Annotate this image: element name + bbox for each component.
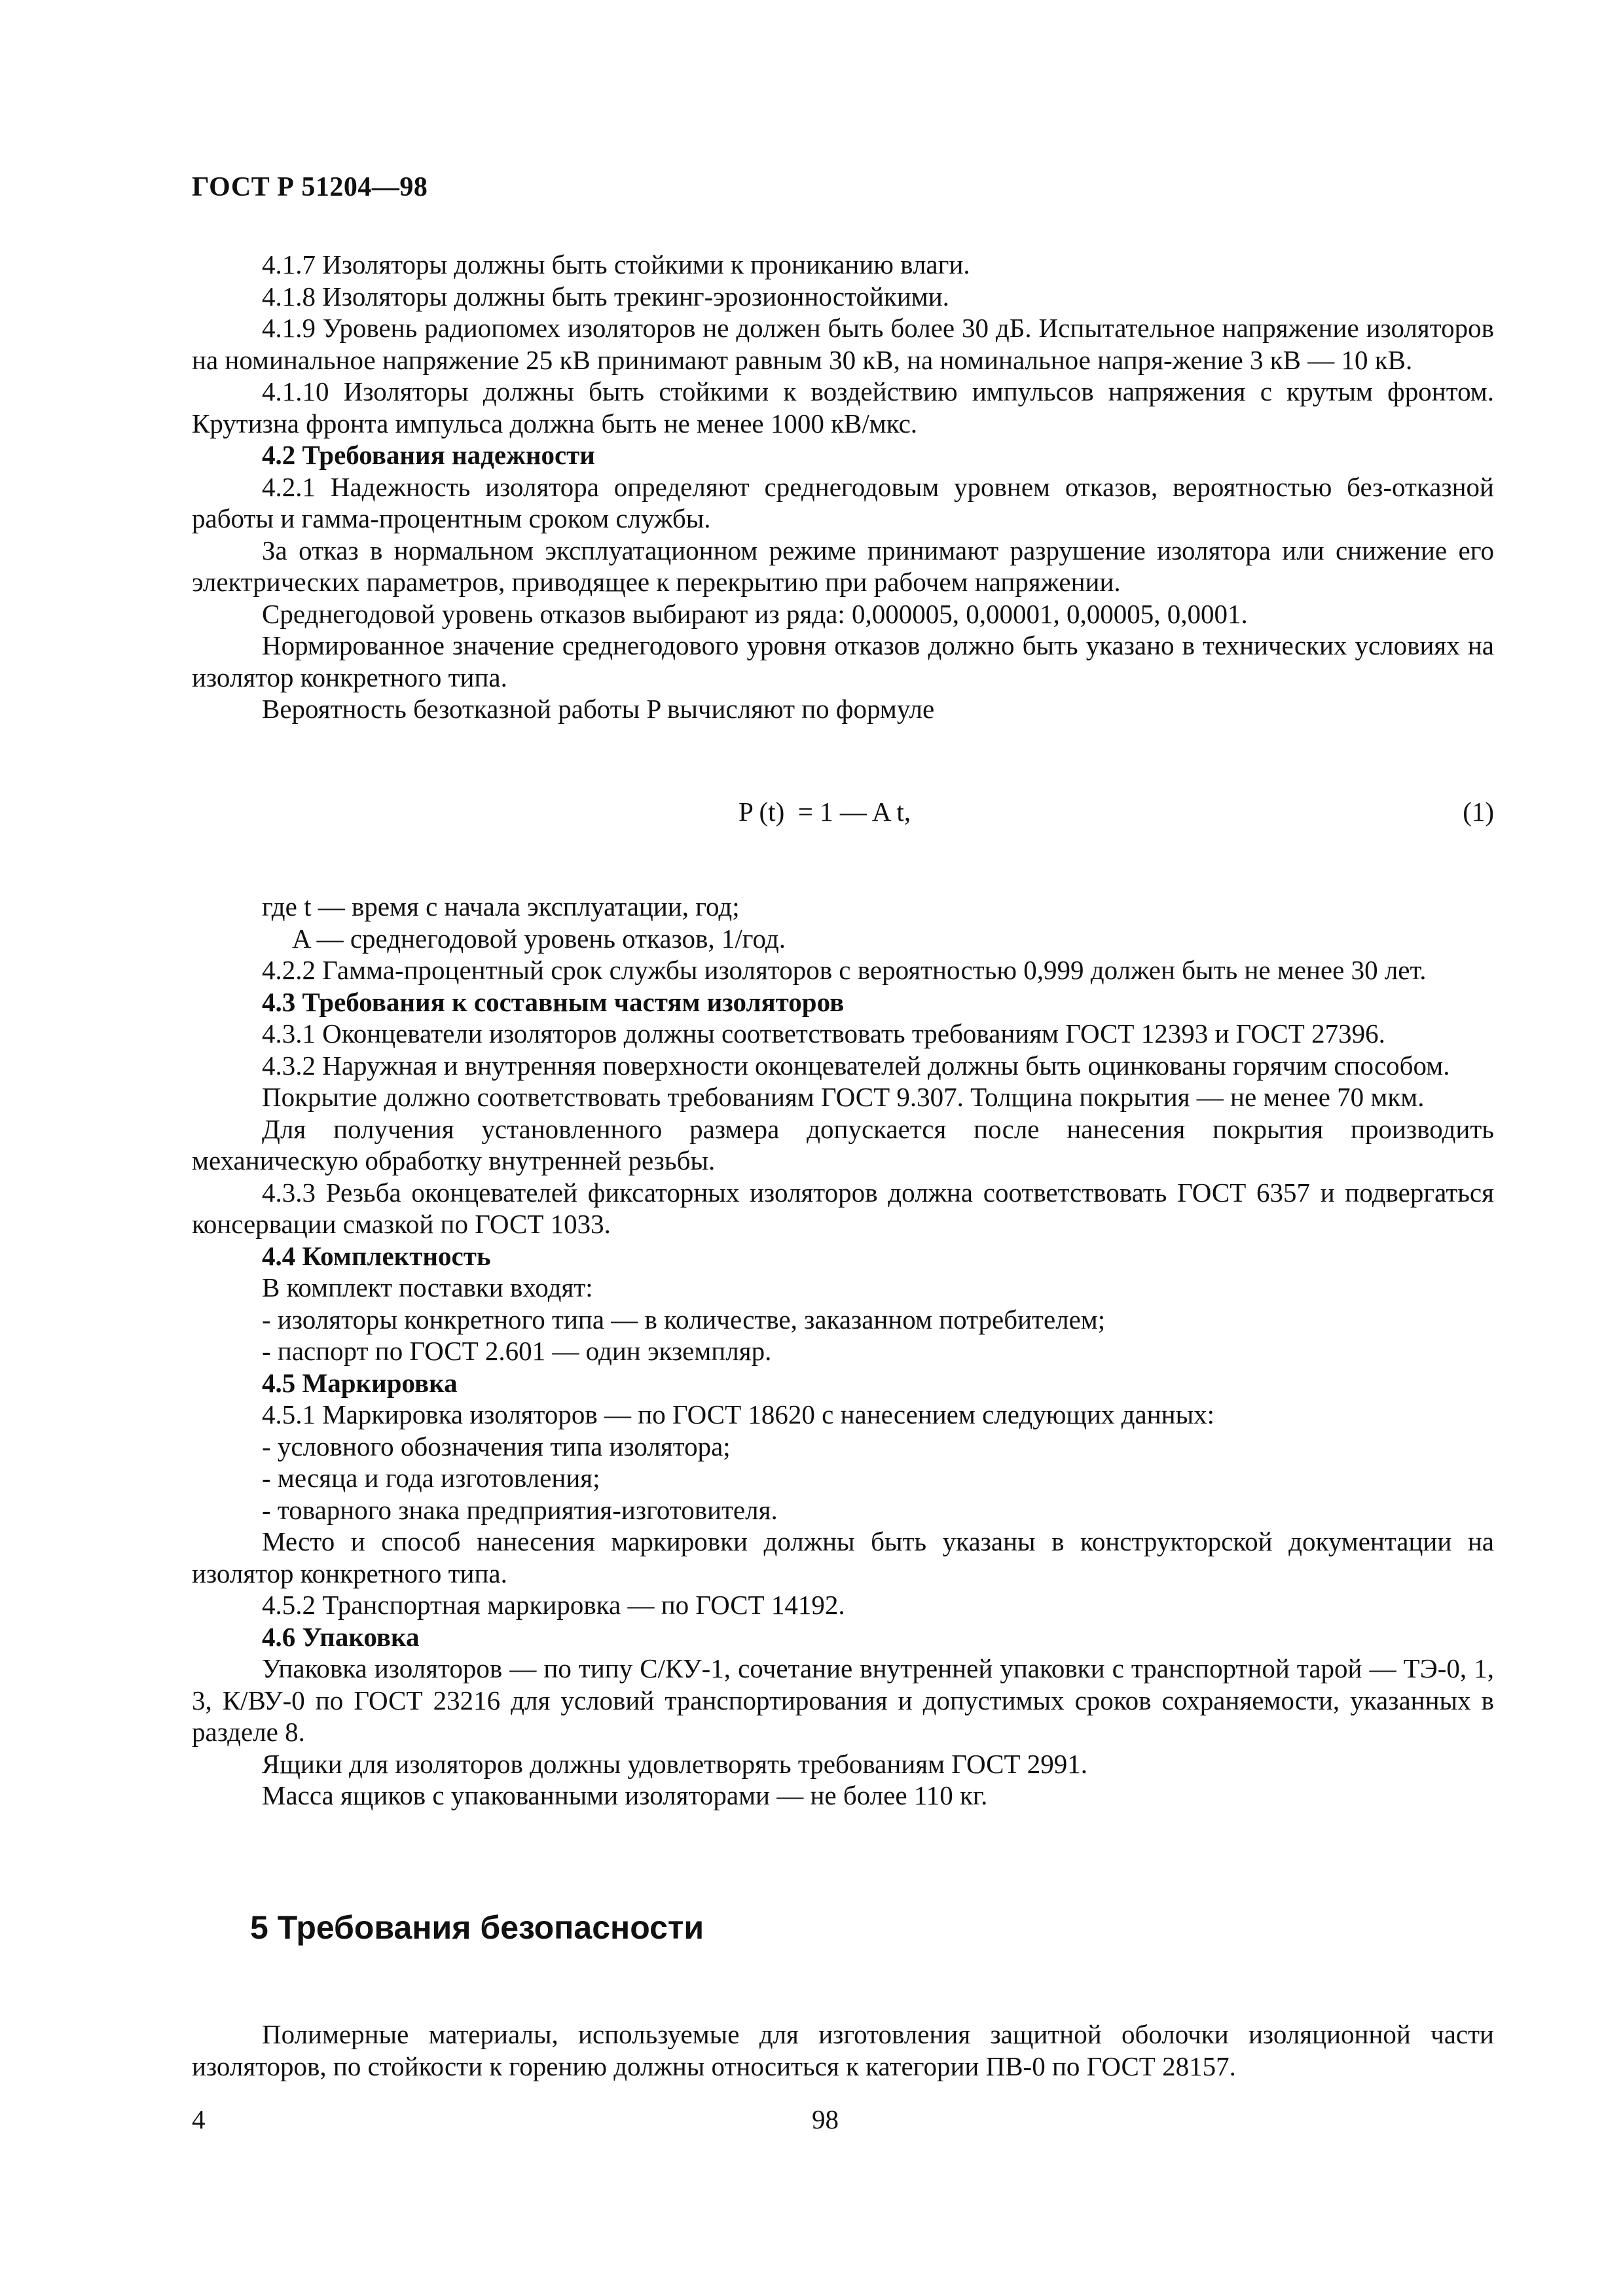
- requirements-block-2: [192, 891, 1494, 1812]
- paragraph: 4.5.1 Маркировка изоляторов — по ГОСТ 18620 с нанесением следующих данных:: [262, 1399, 1215, 1429]
- paragraph: - паспорт по ГОСТ 2.601 — один экземпляр.: [262, 1336, 772, 1366]
- paragraph: 4.5.2 Транспортная маркировка — по ГОСТ 14192.: [262, 1590, 845, 1620]
- paragraph: 4.1.8 Изоляторы должны быть трекинг-эрозионностойкими.: [262, 281, 949, 312]
- paragraph: За отказ в нормальном эксплуатационном режиме принимают разрушение изолятора или снижение его электрических параметров, приводящее к перекрытию при рабочем напряжении.: [192, 535, 1494, 597]
- footer-center-number: 98: [812, 2104, 839, 2134]
- section-5-title: 5 Требования безопасности: [250, 1909, 704, 1946]
- document-header: ГОСТ Р 51204—98: [192, 172, 428, 202]
- page-number: 4: [192, 2104, 206, 2134]
- paragraph: 4.5 Маркировка: [262, 1367, 458, 1398]
- paragraph: 4.2.1 Надежность изолятора определяют среднегодовым уровнем отказов, вероятностью без-отказной работы и гамма-процентным сроком службы.: [192, 471, 1494, 533]
- requirements-block-1: [192, 249, 1494, 725]
- paragraph: 4.1.10 Изоляторы должны быть стойкими к воздействию импульсов напряжения с крутым фронтом. Крутизна фронта импульса должна быть не менее 1000 кВ/мкс.: [192, 376, 1494, 439]
- paragraph: 4.2 Требования надежности: [262, 440, 595, 470]
- paragraph: 4.1.7 Изоляторы должны быть стойкими к прониканию влаги.: [262, 249, 970, 279]
- paragraph: 4.1.9 Уровень радиопомех изоляторов не должен быть более 30 дБ. Испытательное напряжение изоляторов на номинальное напряжение 25 кВ принимают равным 30 кВ, на номинальное напря-жение 3 кВ — 10 кВ.: [192, 313, 1494, 375]
- paragraph: Нормированное значение среднегодового уровня отказов должно быть указано в технических условиях на изолятор конкретного типа.: [192, 630, 1494, 692]
- paragraph: - товарного знака предприятия-изготовителя.: [262, 1494, 778, 1525]
- paragraph: Место и способ нанесения маркировки должны быть указаны в конструкторской документации на изолятор конкретного типа.: [192, 1526, 1494, 1588]
- section-5-paragraph: Полимерные материалы, используемые для изготовления защитной оболочки изоляционной части изоляторов, по стойкости к горению должны относиться к категории ПВ-0 по ГОСТ 28157.: [192, 2019, 1494, 2081]
- paragraph: A — среднегодовой уровень отказов, 1/год.: [292, 923, 786, 954]
- paragraph: 4.3.2 Наружная и внутренняя поверхности оконцевателей должны быть оцинкованы горячим способом.: [262, 1050, 1450, 1081]
- formula-number: (1): [1463, 797, 1494, 827]
- paragraph: - изоляторы конкретного типа — в количестве, заказанном потребителем;: [262, 1304, 1106, 1335]
- paragraph: - месяца и года изготовления;: [262, 1463, 600, 1493]
- paragraph: Упаковка изоляторов — по типу С/КУ-1, сочетание внутренней упаковки с транспортной тарой — ТЭ-0, 1, 3, К/ВУ-0 по ГОСТ 23216 для условий транспортирования и допустимых сроков сохраняемости, указанных в разделе 8.: [192, 1653, 1494, 1747]
- formula-1: [192, 796, 1494, 829]
- paragraph: 4.3 Требования к составным частям изоляторов: [262, 986, 845, 1017]
- formula-expression: P (t) = 1 — A t,: [739, 797, 911, 827]
- paragraph: Для получения установленного размера допускается после нанесения покрытия производить механическую обработку внутренней резьбы.: [192, 1113, 1494, 1175]
- paragraph: 4.4 Комплектность: [262, 1240, 491, 1271]
- section-5-body: [192, 2018, 1494, 2082]
- paragraph: где t — время с начала эксплуатации, год;: [262, 891, 740, 922]
- paragraph: 4.3.1 Оконцеватели изоляторов должны соответствовать требованиям ГОСТ 12393 и ГОСТ 27396.: [262, 1018, 1385, 1049]
- paragraph: Вероятность безотказной работы P вычисляют по формуле: [262, 694, 935, 724]
- paragraph: Среднегодовой уровень отказов выбирают из ряда: 0,000005, 0,00001, 0,00005, 0,0001.: [262, 598, 1248, 629]
- paragraph: Покрытие должно соответствовать требованиям ГОСТ 9.307. Толщина покрытия — не менее 70 мкм.: [262, 1082, 1425, 1112]
- paragraph: - условного обозначения типа изолятора;: [262, 1431, 731, 1462]
- paragraph: В комплект поставки входят:: [262, 1272, 593, 1302]
- paragraph: 4.6 Упаковка: [262, 1621, 420, 1652]
- paragraph: 4.2.2 Гамма-процентный срок службы изоляторов с вероятностью 0,999 должен быть не менее 30 лет.: [262, 955, 1427, 985]
- paragraph: Ящики для изоляторов должны удовлетворять требованиям ГОСТ 2991.: [262, 1748, 1087, 1779]
- paragraph: Масса ящиков с упакованными изоляторами — не более 110 кг.: [262, 1780, 988, 1810]
- paragraph: 4.3.3 Резьба оконцевателей фиксаторных изоляторов должна соответствовать ГОСТ 6357 и подвергаться консервации смазкой по ГОСТ 1033.: [192, 1177, 1494, 1239]
